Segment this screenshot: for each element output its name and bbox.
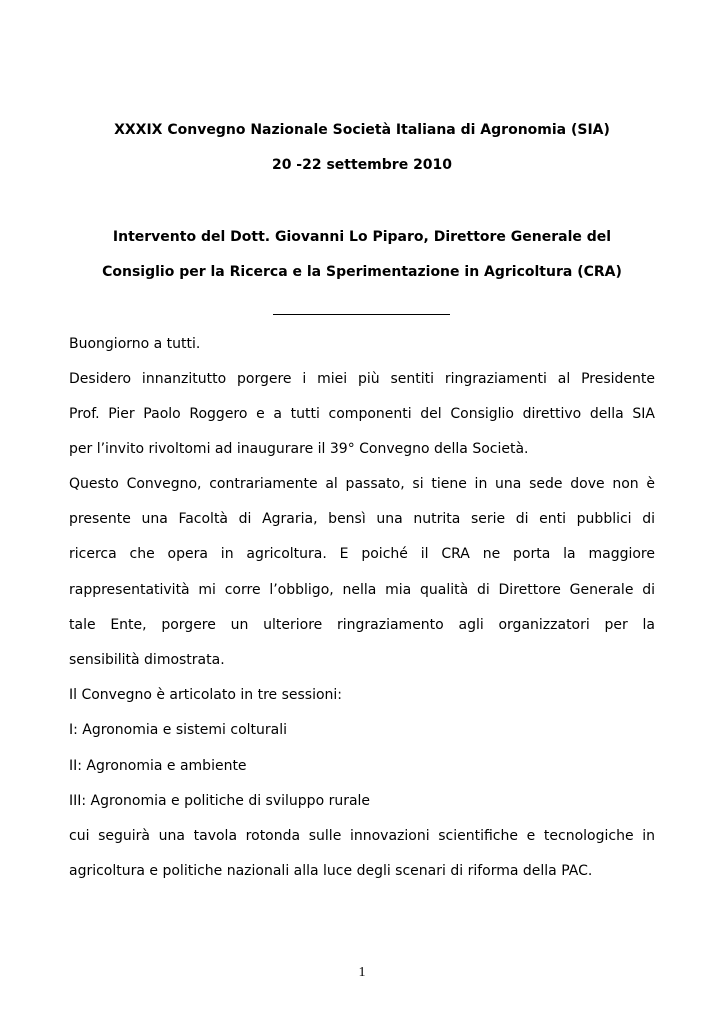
body-line: rappresentatività mi corre l’obbligo, nella mia qualità di Direttore Generale di [69, 582, 655, 598]
body-line: cui seguirà una tavola rotonda sulle innovazioni scientifiche e tecnologiche in [69, 828, 655, 844]
session-item: II: Agronomia e ambiente [69, 758, 247, 774]
body-line: per l’invito rivoltomi ad inaugurare il 39° Convegno della Società. [69, 441, 529, 457]
page-number: 1 [358, 965, 366, 980]
body-line: sensibilità dimostrata. [69, 652, 225, 668]
body-line: Desidero innanzitutto porgere i miei più sentiti ringraziamenti al Presidente [69, 371, 655, 387]
session-item: III: Agronomia e politiche di sviluppo rurale [69, 793, 371, 809]
speaker-heading-line-2: Consiglio per la Ricerca e la Sperimentazione in Agricoltura (CRA) [102, 264, 622, 280]
body-line: tale Ente, porgere un ulteriore ringraziamento agli organizzatori per la [69, 617, 655, 633]
body-line: Prof. Pier Paolo Roggero e a tutti componenti del Consiglio direttivo della SIA [69, 406, 655, 422]
body-line: Il Convegno è articolato in tre sessioni: [69, 687, 343, 703]
body-line: agricoltura e politiche nazionali alla luce degli scenari di riforma della PAC. [69, 863, 593, 879]
conference-dates: 20 -22 settembre 2010 [271, 157, 453, 173]
body-line: Questo Convegno, contrariamente al passato, si tiene in una sede dove non è [69, 476, 655, 492]
session-item: I: Agronomia e sistemi colturali [69, 722, 288, 738]
speaker-heading-line-1: Intervento del Dott. Giovanni Lo Piparo, Direttore Generale del [112, 229, 612, 245]
body-line: Buongiorno a tutti. [69, 336, 201, 352]
separator-rule [273, 314, 450, 315]
body-line: ricerca che opera in agricoltura. E poiché il CRA ne porta la maggiore [69, 546, 655, 562]
conference-title: XXXIX Convegno Nazionale Società Italiana di Agronomia (SIA) [114, 122, 610, 138]
body-line: presente una Facoltà di Agraria, bensì una nutrita serie di enti pubblici di [69, 511, 655, 527]
